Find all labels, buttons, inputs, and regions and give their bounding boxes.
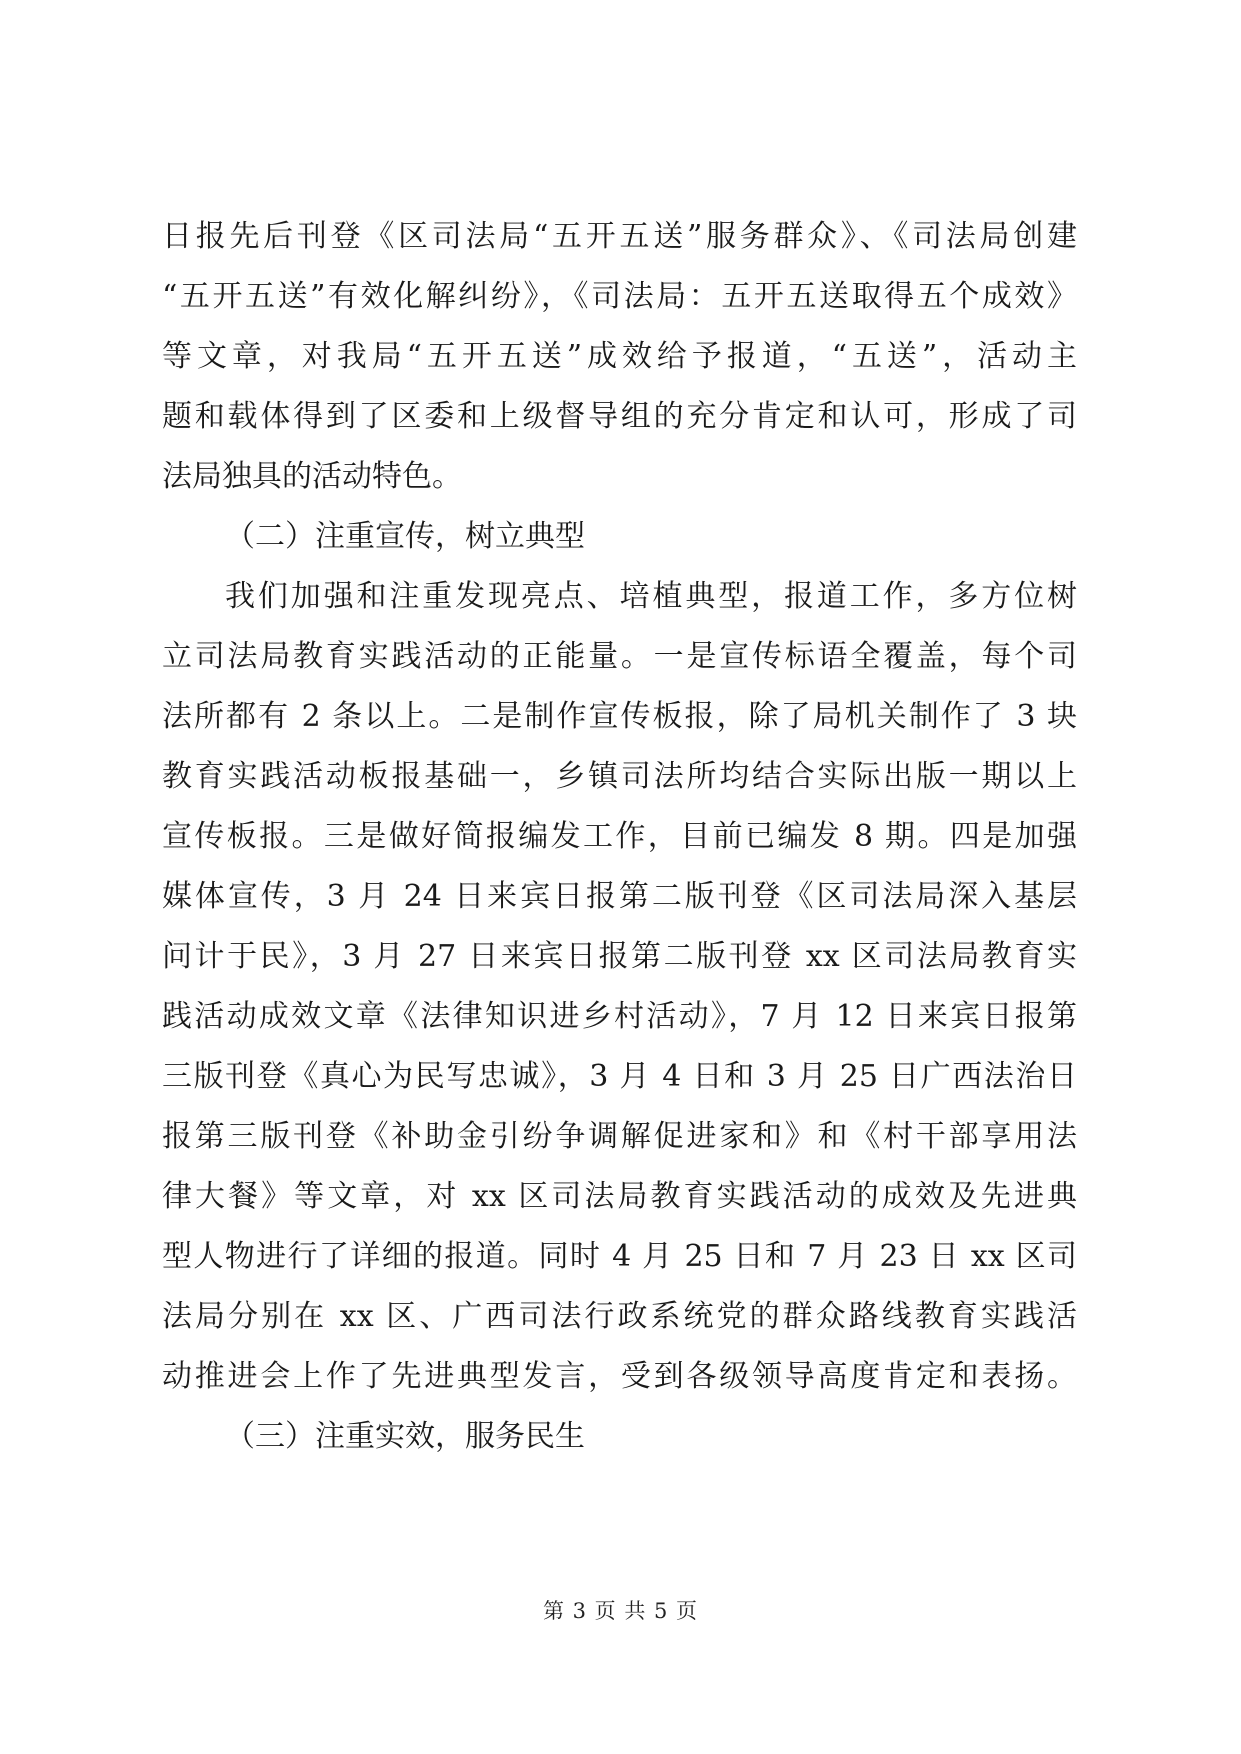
page-number-footer: 第 3 页 共 5 页 — [542, 1599, 699, 1623]
body-line: 问计于民》，3 月 27 日来宾日报第二版刊登 xx 区司法局教育实 — [162, 939, 1077, 974]
body-line: 法局分别在 xx 区、广西司法行政系统党的群众路线教育实践活 — [162, 1299, 1077, 1334]
section-heading-2: （二）注重宣传，树立典型 — [225, 519, 585, 554]
body-line: 动推进会上作了先进典型发言，受到各级领导高度肯定和表扬。 — [162, 1359, 1077, 1394]
body-line: 法局独具的活动特色。 — [162, 459, 462, 494]
body-line: 三版刊登《真心为民写忠诚》，3 月 4 日和 3 月 25 日广西法治日 — [162, 1059, 1077, 1094]
body-line: 等文章，对我局“五开五送”成效给予报道，“五送”，活动主 — [162, 339, 1077, 374]
body-line: 型人物进行了详细的报道。同时 4 月 25 日和 7 月 23 日 xx 区司 — [162, 1239, 1077, 1274]
document-body — [162, 207, 1077, 1467]
body-line: 践活动成效文章《法律知识进乡村活动》，7 月 12 日来宾日报第 — [162, 999, 1077, 1034]
body-line: 题和载体得到了区委和上级督导组的充分肯定和认可，形成了司 — [162, 399, 1077, 434]
body-line: “五开五送”有效化解纠纷》，《司法局：五开五送取得五个成效》 — [162, 279, 1077, 314]
paragraph-first-line: 我们加强和注重发现亮点、培植典型，报道工作，多方位树 — [225, 579, 1077, 614]
body-line: 宣传板报。三是做好简报编发工作，目前已编发 8 期。四是加强 — [162, 819, 1077, 854]
body-line: 律大餐》等文章，对 xx 区司法局教育实践活动的成效及先进典 — [162, 1179, 1077, 1214]
section-heading-3: （三）注重实效，服务民生 — [225, 1419, 585, 1454]
body-line: 法所都有 2 条以上。二是制作宣传板报，除了局机关制作了 3 块 — [162, 699, 1077, 734]
body-line: 教育实践活动板报基础一，乡镇司法所均结合实际出版一期以上 — [162, 759, 1077, 794]
body-line: 日报先后刊登《区司法局“五开五送”服务群众》、《司法局创建 — [162, 219, 1077, 254]
body-line: 媒体宣传，3 月 24 日来宾日报第二版刊登《区司法局深入基层 — [162, 879, 1077, 914]
body-line: 立司法局教育实践活动的正能量。一是宣传标语全覆盖，每个司 — [162, 639, 1077, 674]
body-line: 报第三版刊登《补助金引纷争调解促进家和》和《村干部享用法 — [162, 1119, 1077, 1154]
